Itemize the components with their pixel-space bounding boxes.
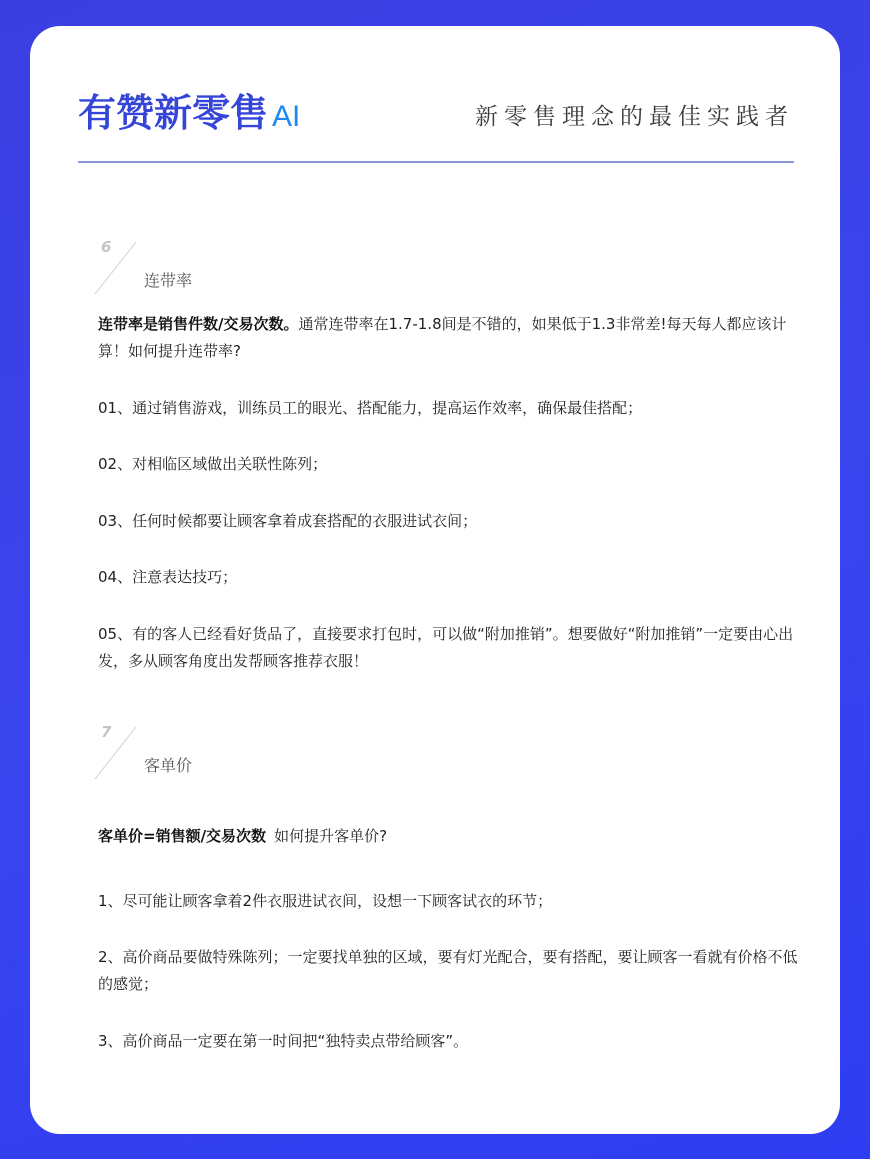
content-card [30, 26, 840, 1134]
section-heading-7 [92, 723, 292, 783]
brand-logo [78, 90, 300, 140]
lead-bold-text: 连带率是销售件数/交易次数。 [98, 315, 299, 333]
lead-paragraph [98, 823, 798, 850]
lead-bold-text: 客单价=销售额/交易次数 [98, 827, 267, 845]
section-number: 6 [101, 238, 112, 256]
slogan: 新零售理念的最佳实践者 [475, 104, 794, 130]
list-item: 1、尽可能让顾客拿着2件衣服进试衣间，设想一下顾客试衣的环节； [98, 892, 553, 910]
list-item: 3、高价商品一定要在第一时间把“独特卖点带给顾客”。 [98, 1032, 469, 1050]
list-item: 01、通过销售游戏，训练员工的眼光、搭配能力，提高运作效率，确保最佳搭配； [98, 399, 643, 417]
header [78, 90, 794, 162]
list-item: 2、高价商品要做特殊陈列；一定要找单独的区域，要有灯光配合，要有搭配，要让顾客一看就有价格不低的感觉； [98, 948, 798, 993]
section-heading-6 [92, 238, 292, 298]
header-divider [78, 161, 794, 163]
list-item: 04、注意表达技巧； [98, 568, 238, 586]
section-title: 连带率 [144, 271, 193, 290]
list-item: 05、有的客人已经看好货品了，直接要求打包时，可以做“附加推销”。想要做好“附加推销”一定要由心出发，多从顾客角度出发帮顾客推荐衣服！ [98, 625, 794, 670]
logo-text: 有赞新零售 [78, 91, 269, 135]
section-title: 客单价 [144, 756, 193, 775]
logo-ai-mark: AI [272, 100, 301, 133]
list-item: 03、任何时候都要让顾客拿着成套搭配的衣服进试衣间； [98, 512, 478, 530]
lead-text: 通常连带率在1.7-1.8间是不错的，如果低于1.3非常差!每天每人都应该计算！如何提升连带率? [98, 315, 787, 360]
lead-paragraph [98, 311, 798, 365]
section-number: 7 [101, 723, 112, 741]
lead-text: 如何提升客单价? [274, 827, 388, 845]
list-item: 02、对相临区域做出关联性陈列； [98, 455, 328, 473]
